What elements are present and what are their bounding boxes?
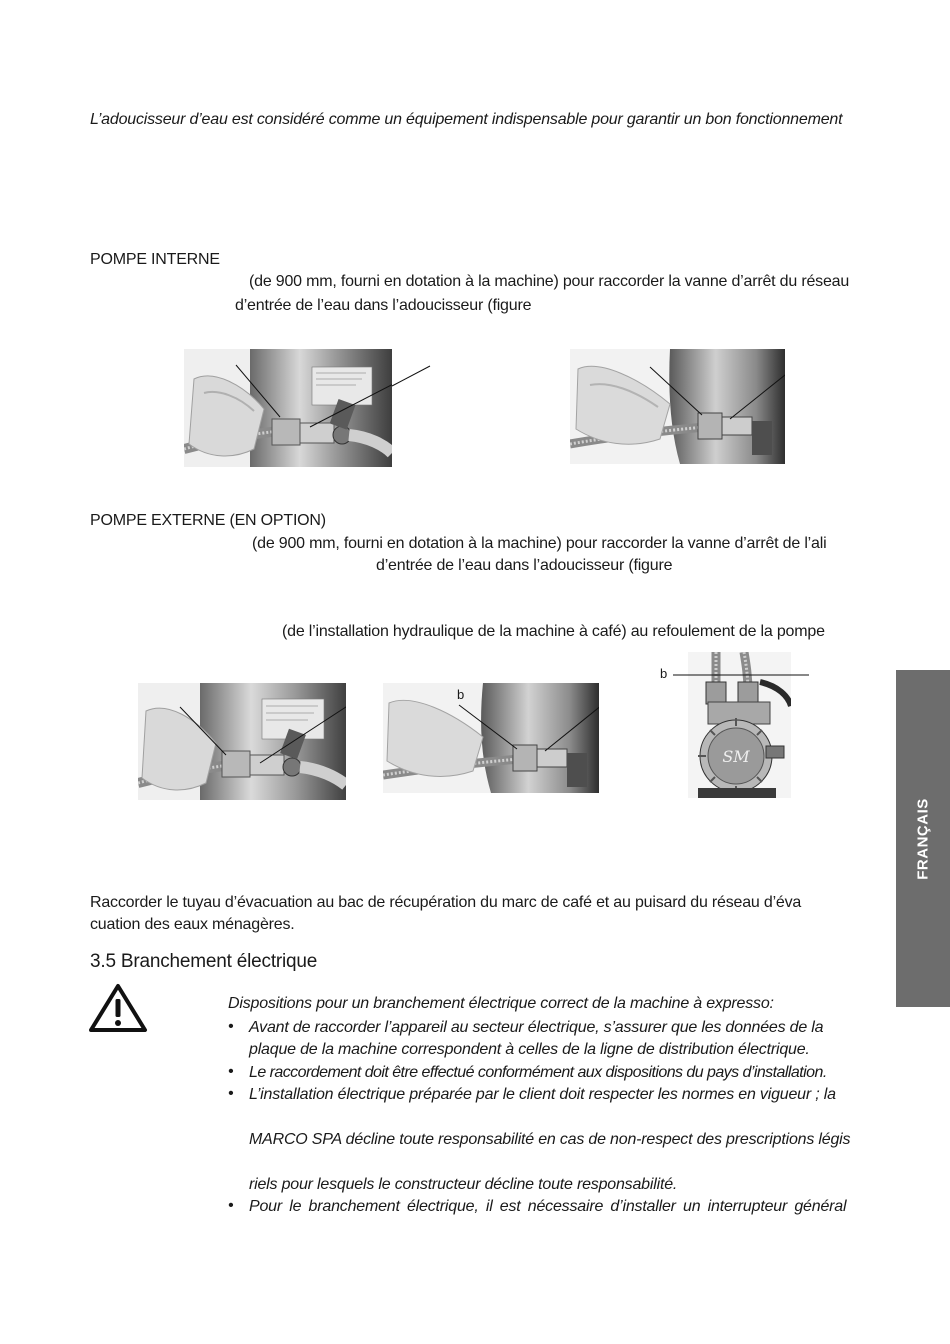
bullet-1-marker: • bbox=[228, 1018, 234, 1035]
photo-hose-connection-3 bbox=[138, 683, 346, 800]
external-pump-line-2: d’entrée de l’eau dans l’adoucisseur (figure bbox=[376, 557, 673, 574]
electrical-intro: Dispositions pour un branchement électrique correct de la machine à expresso: bbox=[228, 995, 774, 1012]
leader-line-b bbox=[673, 672, 809, 678]
external-pump-heading: POMPE EXTERNE (EN OPTION) bbox=[90, 512, 326, 529]
drain-line-1: Raccorder le tuyau d’évacuation au bac de récupération du marc de café et au puisard du réseau d’éva bbox=[90, 894, 802, 911]
intro-text: L’adoucisseur d’eau est considéré comme un équipement indispensable pour garantir un bon fonctionnement bbox=[90, 111, 843, 128]
warning-triangle-icon bbox=[88, 983, 148, 1033]
internal-pump-line-1: (de 900 mm, fourni en dotation à la machine) pour raccorder la vanne d’arrêt du réseau bbox=[249, 273, 850, 290]
internal-pump-heading: POMPE INTERNE bbox=[90, 251, 220, 268]
bullet-3-line-2: MARCO SPA décline toute responsabilité en cas de non-respect des prescriptions légis bbox=[249, 1131, 851, 1148]
external-pump-line-1: (de 900 mm, fourni en dotation à la machine) pour raccorder la vanne d’arrêt de l’ali bbox=[252, 535, 827, 552]
leader-line-1 bbox=[392, 364, 432, 394]
photo-hose-connection-2 bbox=[570, 349, 785, 464]
bullet-2-marker: • bbox=[228, 1063, 234, 1080]
bullet-3-line-1: L’installation électrique préparée par le client doit respecter les normes en vigueur ; la bbox=[249, 1086, 836, 1103]
bullet-1-line-1: Avant de raccorder l’appareil au secteur électrique, s’assurer que les données de la bbox=[249, 1019, 824, 1036]
bullet-3-line-3: riels pour lesquels le constructeur décline toute responsabilité. bbox=[249, 1176, 678, 1193]
external-pump-line-3: (de l’installation hydraulique de la machine à café) au refoulement de la pompe bbox=[282, 623, 825, 640]
internal-pump-line-2: d’entrée de l’eau dans l’adoucisseur (figure bbox=[235, 297, 532, 314]
photo-hose-connection-1 bbox=[184, 349, 392, 467]
bullet-2-text: Le raccordement doit être effectué conformément aux dispositions du pays d’installation. bbox=[249, 1064, 827, 1081]
figure-label-b-2: b bbox=[660, 666, 668, 681]
photo-hose-connection-4 bbox=[383, 683, 599, 793]
language-tab-label: FRANÇAIS bbox=[914, 797, 932, 880]
pump-brand-logo: SM bbox=[722, 747, 750, 766]
section-title: 3.5 Branchement électrique bbox=[90, 951, 318, 972]
bullet-3-marker: • bbox=[228, 1085, 234, 1102]
bullet-4-marker: • bbox=[228, 1197, 234, 1214]
figure-label-b-1: b bbox=[457, 687, 465, 702]
drain-line-2: cuation des eaux ménagères. bbox=[90, 916, 295, 933]
language-tab[interactable] bbox=[896, 670, 950, 1007]
bullet-4-text: Pour le branchement électrique, il est nécessaire d’installer un interrupteur général bbox=[249, 1198, 847, 1215]
bullet-1-line-2: plaque de la machine correspondent à celles de la ligne de distribution électrique. bbox=[249, 1041, 810, 1058]
